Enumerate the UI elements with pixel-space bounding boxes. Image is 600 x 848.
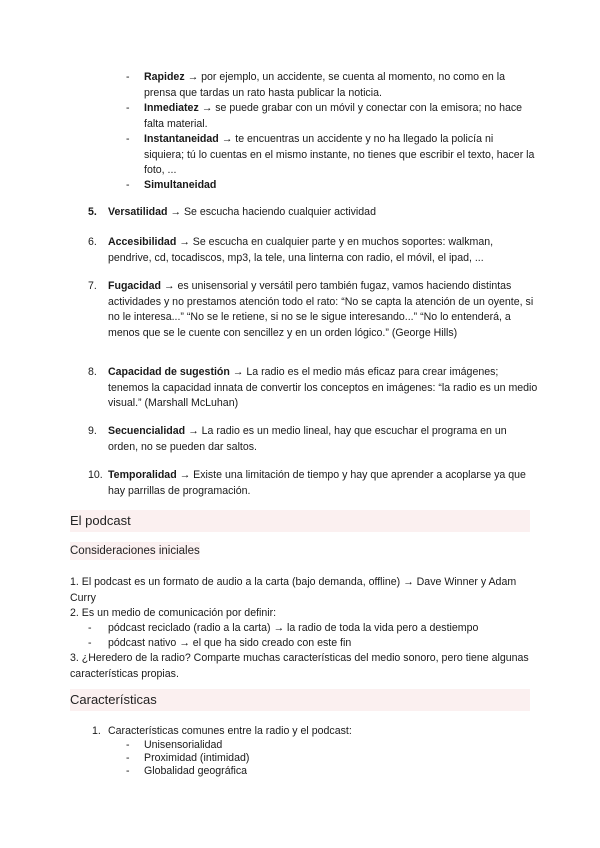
- item-text: → Existe una limitación de tiempo y hay que aprender a acoplarse ya que hay parrillas de programación.: [108, 469, 526, 497]
- list-item: [126, 101, 536, 132]
- item-number: 9.: [88, 425, 97, 437]
- subsection-heading: [70, 542, 200, 560]
- item-text: Globalidad geográfica: [144, 765, 248, 777]
- item-number: 8.: [88, 366, 97, 378]
- item-text: → te encuentras un accidente y no ha llegado la policía ni siquiera; tú lo cuentas en el mismo instante, no tienes que escribir el texto, hacer la foto, ...: [144, 133, 535, 177]
- term: Capacidad de sugestión: [108, 366, 230, 378]
- list-item: [88, 636, 538, 652]
- list-item: [126, 178, 536, 194]
- term: Temporalidad: [108, 469, 177, 481]
- term: Inmediatez: [144, 102, 199, 114]
- subheading-text: Consideraciones iniciales: [70, 545, 200, 557]
- dash-bullet: -: [88, 622, 92, 634]
- section-heading: [70, 689, 530, 711]
- item-number: 1.: [92, 725, 101, 737]
- item-text: → La radio es el medio más eficaz para crear imágenes; tenemos la capacidad innata de convertir los conceptos en imágenes: “la radio es un medio visual.” (Marshall McLuhan): [108, 366, 538, 410]
- term: Rapidez: [144, 71, 185, 83]
- dash-bullet: -: [126, 765, 130, 777]
- paragraph: 3. ¿Heredero de la radio? Comparte muchas características del medio sonoro, pero tiene algunas características propias.: [70, 652, 529, 680]
- item-text: → La radio es un medio lineal, hay que escuchar el programa en un orden, no se pueden dar saltos.: [108, 425, 507, 453]
- list-item: [88, 468, 538, 499]
- item-text: → Se escucha haciendo cualquier actividad: [167, 206, 376, 218]
- dash-bullet: -: [126, 752, 130, 764]
- dash-bullet: -: [88, 637, 92, 649]
- list-item: [88, 205, 538, 221]
- item-number: 5.: [88, 206, 97, 218]
- dash-bullet: -: [126, 133, 130, 145]
- term: Versatilidad: [108, 206, 168, 218]
- term: Fugacidad: [108, 280, 161, 292]
- dash-bullet: -: [126, 739, 130, 751]
- paragraph: 2. Es un medio de comunicación por definir:: [70, 607, 277, 619]
- term: Accesibilidad: [108, 236, 177, 248]
- dash-bullet: -: [126, 71, 130, 83]
- item-text: pódcast nativo → el que ha sido creado con este fin: [108, 637, 352, 649]
- item-text: → Se escucha en cualquier parte y en muchos soportes: walkman, pendrive, cd, tocadiscos, mp3, la tele, una linterna con radio, el móvil, el ipad, ...: [108, 236, 494, 264]
- dash-bullet: -: [126, 179, 130, 191]
- list-item: [88, 279, 538, 341]
- term: Simultaneidad: [144, 179, 217, 191]
- item-text: → es unisensorial y versátil pero también fugaz, vamos haciendo distintas actividades y no prestamos atención todo el rato: “No se capta la atención de un oyente, si no le interesa...” “No se le retiene, si no se le sigue interesando...” “No lo entenderá, a menos que se le cuente con sencillez y en un orden lógico.” (George Hills): [108, 280, 534, 339]
- paragraph: 1. El podcast es un formato de audio a la carta (bajo demanda, offline) → Dave Winner y Adam Curry: [70, 576, 517, 604]
- heading-text: Características: [70, 692, 157, 707]
- item-text: → por ejemplo, un accidente, se cuenta al momento, no como en la prensa que tardas un rato hasta publicar la noticia.: [144, 71, 505, 99]
- list-item: [88, 365, 538, 412]
- dash-bullet: -: [126, 102, 130, 114]
- item-text: → se puede grabar con un móvil y conectar con la emisora; no hace falta material.: [144, 102, 523, 130]
- item-number: 10.: [88, 469, 103, 481]
- heading-text: El podcast: [70, 513, 131, 528]
- term: Instantaneidad: [144, 133, 219, 145]
- list-item: [126, 764, 526, 780]
- list-item: [88, 621, 538, 637]
- item-text: Proximidad (intimidad): [144, 752, 250, 764]
- term: Secuencialidad: [108, 425, 186, 437]
- list-item: [88, 424, 538, 455]
- list-item: [88, 235, 538, 266]
- item-number: 7.: [88, 280, 97, 292]
- item-text: pódcast reciclado (radio a la carta) → la radio de toda la vida pero a destiempo: [108, 622, 479, 634]
- list-item: [126, 70, 536, 101]
- item-text: Características comunes entre la radio y el podcast:: [108, 725, 352, 737]
- item-text: Unisensorialidad: [144, 739, 223, 751]
- list-item: [126, 132, 536, 179]
- section-heading: [70, 510, 530, 532]
- item-number: 6.: [88, 236, 97, 248]
